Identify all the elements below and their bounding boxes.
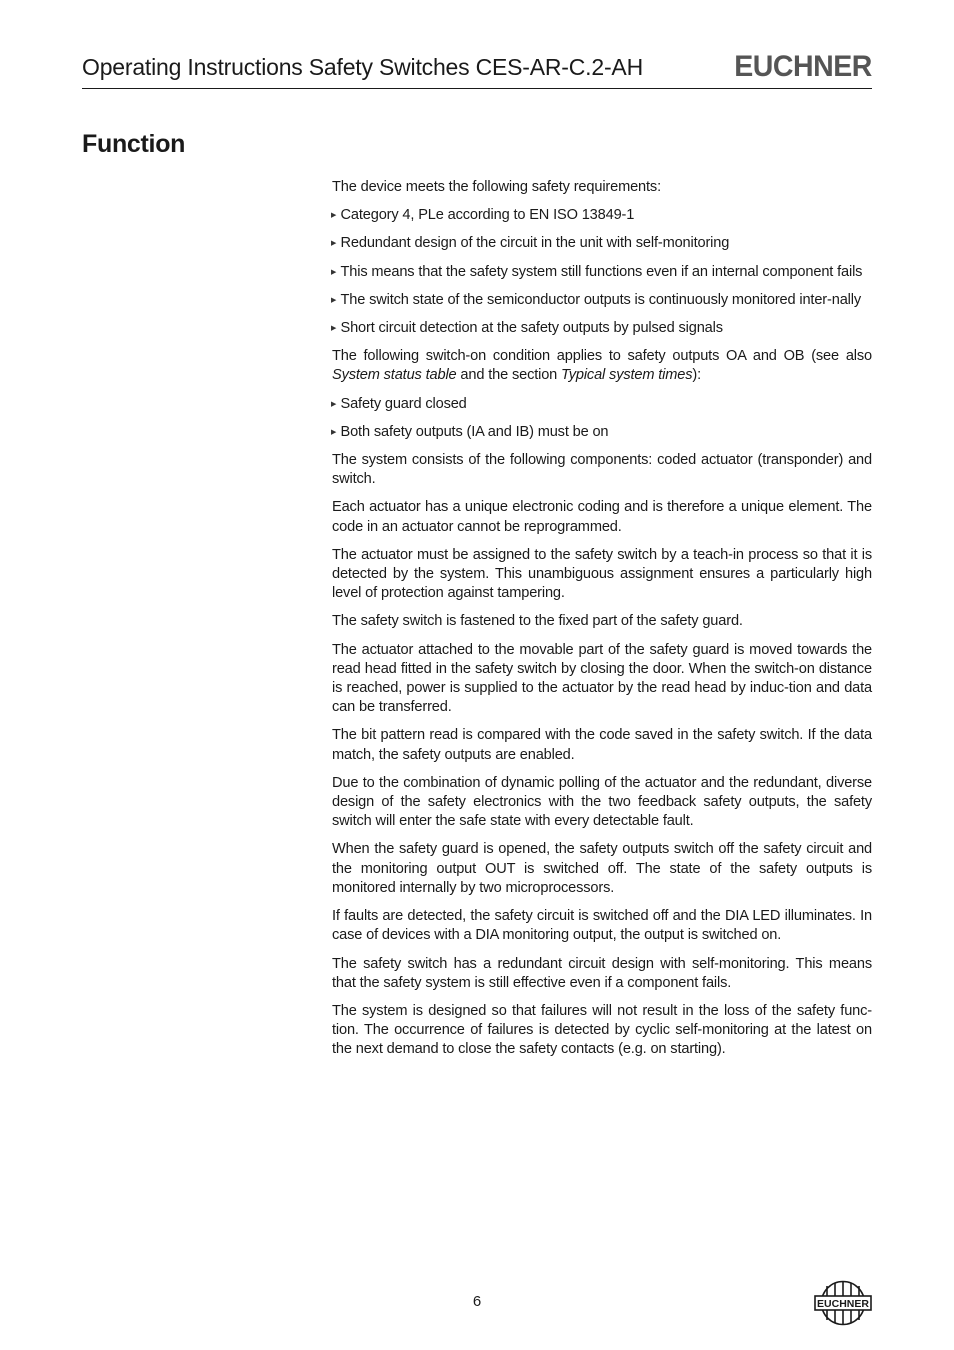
requirement-text: Short circuit detection at the safety outputs by pulsed signals	[340, 320, 723, 337]
body-paragraph: The bit pattern read is compared with the code saved in the safety switch. If the data match, the safety outputs are enabled.	[332, 727, 872, 763]
requirements-list	[332, 206, 872, 338]
condition-item	[332, 395, 872, 414]
body-paragraph: The actuator must be assigned to the safety switch by a teach-in process so that it is detected by the system. This unambiguous assignment ensures a particularly high level of protection against tampering.	[332, 546, 872, 602]
body-paragraph: The system is designed so that failures will not result in the loss of the safety func-tion. The occurrence of failures is detected by cyclic self-monitoring at the latest on the next demand to close the safety contacts (e.g. on starting).	[332, 1002, 872, 1058]
requirement-text: This means that the safety system still functions even if an internal component fails	[340, 263, 863, 280]
document-title: Operating Instructions Safety Switches CES-AR-C.2-AH	[82, 54, 643, 80]
requirement-item	[332, 234, 872, 253]
body-paragraph: The actuator attached to the movable part of the safety guard is moved towards the read head fitted in the safety switch by closing the door. When the switch-on distance is reached, power is supplied to the actuator by the read head by induc-tion and data can be transferred.	[332, 641, 872, 716]
section-heading: Function	[82, 130, 186, 158]
switch-on-text-1: The following switch-on condition applies to safety outputs OA and OB (see also	[332, 348, 872, 365]
triangle-right-icon: ▶	[331, 400, 337, 408]
switch-on-condition-intro	[332, 347, 872, 385]
triangle-right-icon: ▶	[331, 268, 337, 276]
requirement-item	[332, 206, 872, 225]
requirement-text: The switch state of the semiconductor outputs is continuously monitored inter-nally	[340, 291, 861, 308]
condition-text: Safety guard closed	[340, 395, 467, 412]
triangle-right-icon: ▶	[331, 428, 337, 436]
conditions-list	[332, 395, 872, 442]
requirements-intro: The device meets the following safety requirements:	[332, 179, 661, 195]
system-status-table-reference: System status table	[332, 367, 457, 384]
condition-item	[332, 423, 872, 442]
euchner-seal-logo	[814, 1279, 872, 1327]
body-paragraph: Due to the combination of dynamic polling of the actuator and the redundant, diverse design of the safety electronics with the two feedback safety outputs, the safety switch will enter the safe state with every detectable fault.	[332, 774, 872, 830]
header-divider	[82, 88, 872, 89]
switch-on-text-2: and the section	[456, 367, 562, 384]
description-paragraphs	[332, 451, 872, 1059]
requirement-text: Redundant design of the circuit in the unit with self-monitoring	[340, 235, 730, 252]
requirement-text: Category 4, PLe according to EN ISO 13849-1	[340, 207, 635, 224]
triangle-right-icon: ▶	[331, 240, 337, 248]
page-number: 6	[472, 1293, 482, 1310]
triangle-right-icon: ▶	[331, 325, 337, 333]
triangle-right-icon: ▶	[331, 212, 337, 220]
body-paragraph: The safety switch is fastened to the fixed part of the safety guard.	[332, 613, 743, 630]
switch-on-text-3: ):	[692, 367, 702, 384]
body-paragraph: When the safety guard is opened, the safety outputs switch off the safety circuit and the monitoring output OUT is switched off. The state of the safety outputs is monitored internally by two microprocessors.	[332, 841, 872, 896]
requirement-item	[332, 291, 872, 310]
typical-system-times-reference: Typical system times	[561, 367, 693, 384]
brand-logo: EUCHNER	[734, 50, 872, 83]
body-paragraph: If faults are detected, the safety circuit is switched off and the DIA LED illuminates. In case of devices with a DIA monitoring output, the output is switched on.	[332, 908, 872, 944]
requirement-item	[332, 319, 872, 338]
body-paragraph: Each actuator has a unique electronic coding and is therefore a unique element. The code in an actuator cannot be reprogrammed.	[332, 499, 872, 535]
requirement-item	[332, 263, 872, 282]
seal-brand-text: EUCHNER	[817, 1298, 869, 1310]
body-paragraph: The safety switch has a redundant circuit design with self-monitoring. This means that the safety system is still effective even if a component fails.	[332, 955, 872, 991]
condition-text: Both safety outputs (IA and IB) must be on	[340, 423, 609, 440]
triangle-right-icon: ▶	[331, 296, 337, 304]
body-paragraph: The system consists of the following components: coded actuator (transponder) and switch.	[332, 452, 872, 488]
body-text	[332, 178, 872, 1069]
